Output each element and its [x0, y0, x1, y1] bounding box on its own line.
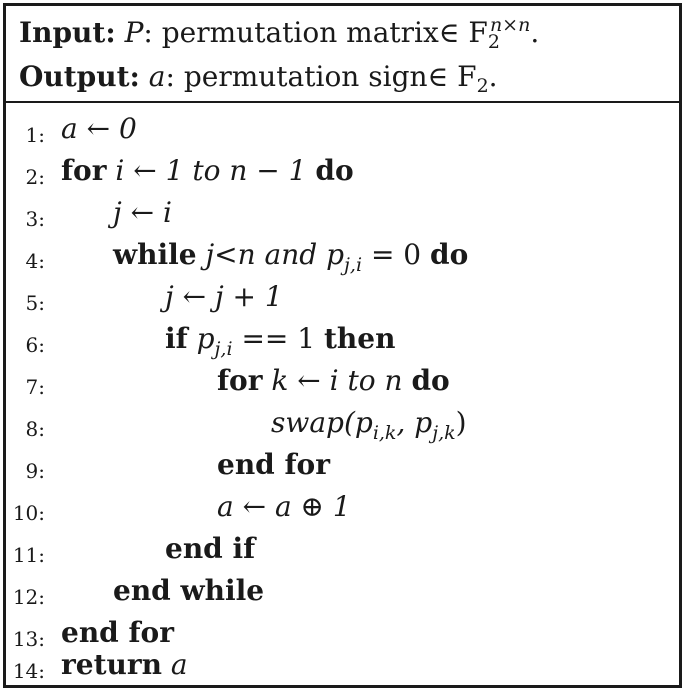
statement-cont: = 0	[362, 238, 422, 271]
keyword: for	[217, 364, 263, 397]
code-line-4	[3, 235, 682, 275]
line-number: 12:	[12, 585, 45, 609]
statement: j ← i	[113, 196, 172, 229]
line-code	[113, 196, 172, 229]
keyword: return	[61, 648, 162, 681]
line-code	[61, 112, 137, 145]
code-line-9	[3, 445, 682, 485]
statement-cont: == 1	[232, 322, 316, 355]
keyword: do	[411, 364, 450, 397]
statement: swap(p	[271, 406, 373, 439]
keyword: for	[61, 154, 107, 187]
input-text: : permutation matrix∈ F	[143, 16, 488, 49]
keyword: if	[165, 322, 188, 355]
line-number: 4:	[25, 249, 45, 273]
line-number: 6:	[25, 333, 45, 357]
code-line-7	[3, 361, 682, 401]
statement-end: )	[455, 406, 467, 439]
line-number: 3:	[25, 207, 45, 231]
line-code	[217, 490, 351, 523]
keyword: end for	[217, 448, 330, 481]
line-number: 5:	[25, 291, 45, 315]
keyword: do	[315, 154, 354, 187]
subscript: j,k	[432, 422, 456, 444]
line-code	[165, 532, 256, 565]
statement: a ← a ⊕ 1	[217, 490, 351, 523]
statement: k ← i to n	[271, 364, 403, 397]
keyword: end for	[61, 616, 174, 649]
code-line-11	[3, 529, 682, 569]
line-code	[217, 448, 330, 481]
line-number: 1:	[25, 123, 45, 147]
input-var: P	[124, 16, 144, 49]
statement: a	[170, 648, 188, 681]
code-line-10	[3, 487, 682, 527]
output-sub: 2	[476, 75, 489, 97]
line-code	[61, 616, 174, 649]
output-spec	[19, 60, 498, 97]
statement: j<n and p	[205, 238, 345, 271]
output-var: a	[148, 60, 166, 93]
code-line-3	[3, 193, 682, 233]
line-number: 10:	[12, 501, 45, 525]
subscript: j,i	[214, 338, 233, 360]
line-code	[61, 648, 188, 681]
keyword: then	[324, 322, 396, 355]
line-code	[113, 238, 469, 276]
line-number: 14:	[12, 659, 45, 683]
line-code	[165, 322, 396, 360]
frame-top-rule	[3, 3, 682, 6]
keyword: do	[430, 238, 469, 271]
keyword: end if	[165, 532, 256, 565]
line-number: 11:	[12, 543, 45, 567]
line-code	[61, 154, 354, 187]
input-sub: 2	[487, 31, 500, 53]
code-line-5	[3, 277, 682, 317]
line-code	[165, 280, 283, 313]
output-text: : permutation sign∈ F	[165, 60, 477, 93]
code-line-6	[3, 319, 682, 359]
statement: a ← 0	[61, 112, 137, 145]
code-line-2	[3, 151, 682, 191]
input-sup: n×n	[489, 14, 531, 36]
line-code	[217, 364, 450, 397]
code-line-14	[3, 645, 682, 685]
code-line-1	[3, 109, 682, 149]
subscript: i,k	[372, 422, 397, 444]
line-number: 13:	[12, 627, 45, 651]
input-end: .	[530, 16, 540, 49]
statement-cont: , p	[396, 406, 433, 439]
output-label: Output:	[19, 60, 140, 93]
frame-bottom-rule	[3, 685, 682, 688]
line-code	[113, 574, 265, 607]
input-spec	[19, 14, 540, 53]
line-number: 7:	[25, 375, 45, 399]
output-end: .	[488, 60, 498, 93]
algorithm-box	[3, 3, 682, 687]
keyword: while	[113, 238, 197, 271]
input-label: Input:	[19, 16, 116, 49]
code-line-8	[3, 403, 682, 443]
header-rule	[3, 101, 682, 103]
line-number: 9:	[25, 459, 45, 483]
statement: i ← 1 to n − 1	[115, 154, 307, 187]
keyword: end while	[113, 574, 265, 607]
line-number: 8:	[25, 417, 45, 441]
line-number: 2:	[25, 165, 45, 189]
statement: p	[196, 322, 215, 355]
statement: j ← j + 1	[165, 280, 283, 313]
subscript: j,i	[344, 254, 363, 276]
line-code	[271, 406, 467, 444]
code-line-12	[3, 571, 682, 611]
